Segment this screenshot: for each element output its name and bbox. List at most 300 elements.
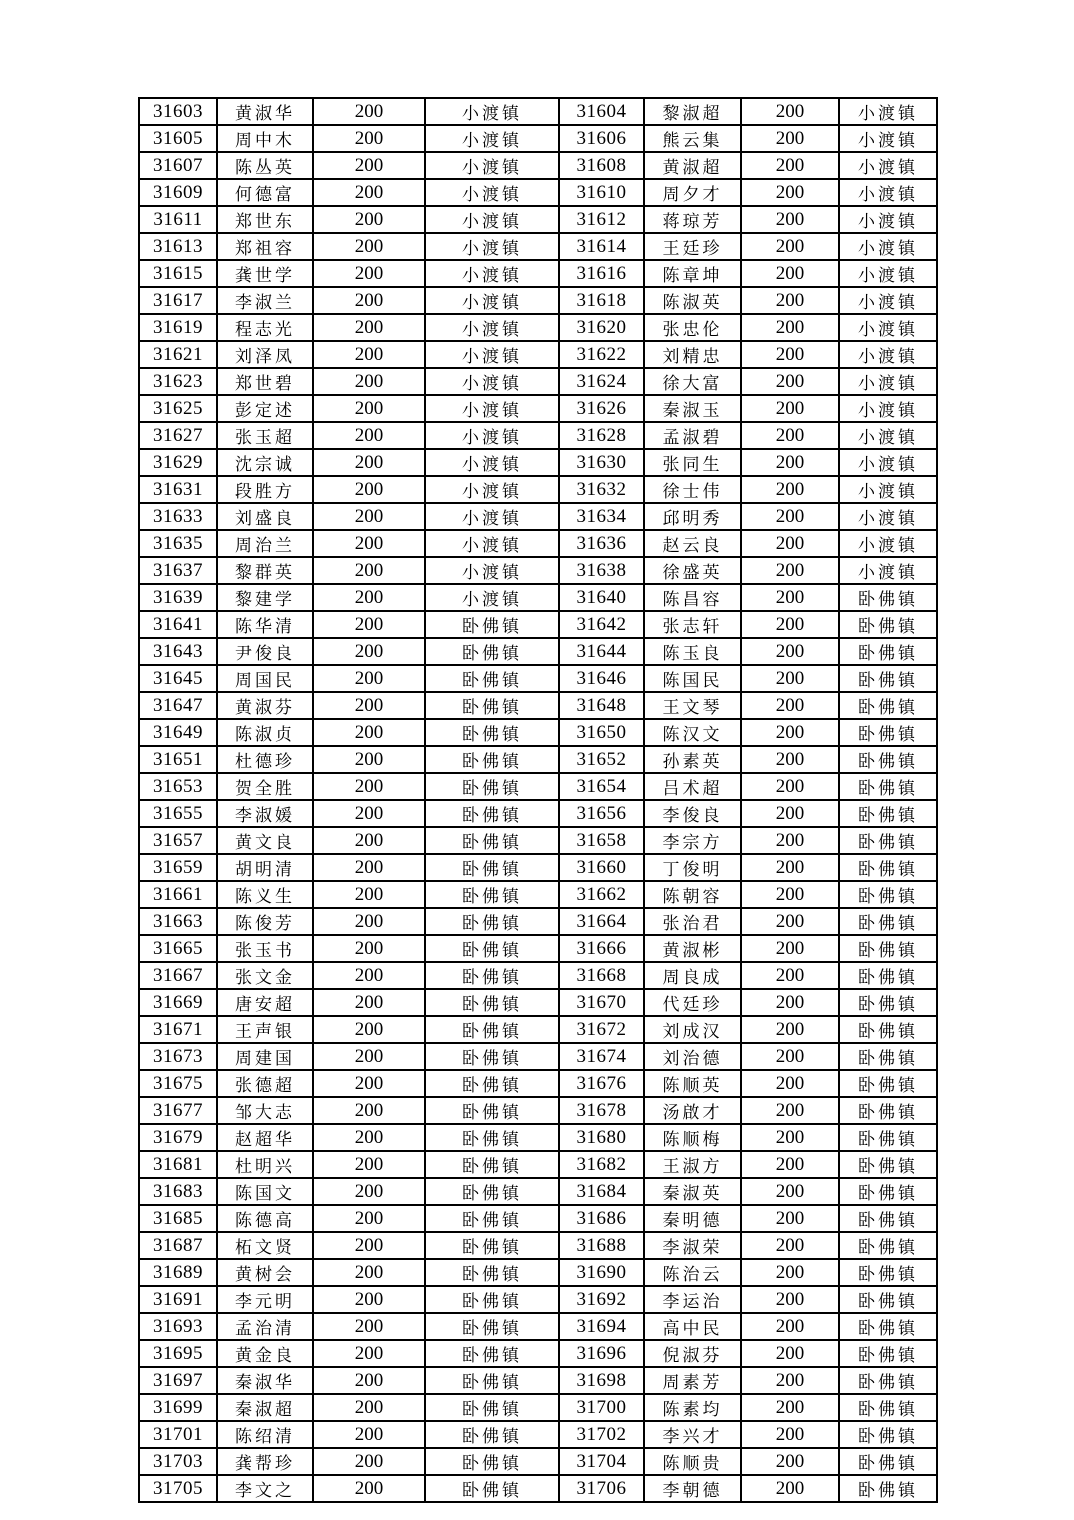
cell-amount: 200 (313, 1124, 425, 1151)
cell-id: 31645 (139, 665, 217, 692)
cell-name: 陈绍清 (217, 1421, 313, 1448)
table-row (139, 746, 937, 773)
cell-town: 卧佛镇 (839, 1259, 937, 1286)
table-row (139, 1151, 937, 1178)
cell-amount: 200 (313, 1205, 425, 1232)
cell-id: 31678 (559, 1097, 644, 1124)
cell-id: 31610 (559, 179, 644, 206)
cell-name: 刘治德 (644, 1043, 741, 1070)
cell-name: 高中民 (644, 1313, 741, 1340)
table-row (139, 962, 937, 989)
table-row (139, 827, 937, 854)
cell-id: 31687 (139, 1232, 217, 1259)
cell-town: 小渡镇 (839, 395, 937, 422)
cell-id: 31616 (559, 260, 644, 287)
cell-town: 卧佛镇 (425, 1016, 559, 1043)
table-row (139, 287, 937, 314)
cell-name: 秦明德 (644, 1205, 741, 1232)
cell-name: 杜德珍 (217, 746, 313, 773)
table-row (139, 1097, 937, 1124)
cell-id: 31676 (559, 1070, 644, 1097)
cell-town: 小渡镇 (425, 206, 559, 233)
cell-town: 小渡镇 (425, 557, 559, 584)
cell-name: 陈昌容 (644, 584, 741, 611)
cell-name: 刘成汉 (644, 1016, 741, 1043)
cell-name: 邱明秀 (644, 503, 741, 530)
cell-name: 王淑方 (644, 1151, 741, 1178)
cell-town: 小渡镇 (839, 206, 937, 233)
cell-id: 31702 (559, 1421, 644, 1448)
cell-id: 31669 (139, 989, 217, 1016)
cell-amount: 200 (313, 1259, 425, 1286)
cell-town: 卧佛镇 (839, 962, 937, 989)
cell-town: 小渡镇 (839, 98, 937, 125)
cell-name: 周夕才 (644, 179, 741, 206)
table-row (139, 1205, 937, 1232)
cell-amount: 200 (741, 1097, 839, 1124)
cell-amount: 200 (741, 1016, 839, 1043)
table-row (139, 800, 937, 827)
cell-id: 31609 (139, 179, 217, 206)
cell-amount: 200 (313, 1232, 425, 1259)
table-row (139, 206, 937, 233)
cell-id: 31622 (559, 341, 644, 368)
cell-amount: 200 (741, 1475, 839, 1502)
cell-amount: 200 (313, 476, 425, 503)
cell-id: 31649 (139, 719, 217, 746)
cell-id: 31650 (559, 719, 644, 746)
cell-id: 31606 (559, 125, 644, 152)
cell-id: 31629 (139, 449, 217, 476)
cell-town: 卧佛镇 (425, 1340, 559, 1367)
cell-amount: 200 (741, 935, 839, 962)
cell-name: 黄树会 (217, 1259, 313, 1286)
cell-name: 黎建学 (217, 584, 313, 611)
table-row (139, 935, 937, 962)
cell-id: 31671 (139, 1016, 217, 1043)
table-row (139, 395, 937, 422)
cell-town: 卧佛镇 (425, 1313, 559, 1340)
cell-amount: 200 (741, 611, 839, 638)
cell-id: 31667 (139, 962, 217, 989)
cell-id: 31630 (559, 449, 644, 476)
cell-id: 31642 (559, 611, 644, 638)
table-row (139, 530, 937, 557)
cell-id: 31647 (139, 692, 217, 719)
cell-name: 徐士伟 (644, 476, 741, 503)
cell-name: 秦淑玉 (644, 395, 741, 422)
cell-amount: 200 (313, 1448, 425, 1475)
cell-town: 卧佛镇 (839, 908, 937, 935)
cell-town: 小渡镇 (425, 422, 559, 449)
cell-town: 小渡镇 (839, 476, 937, 503)
cell-id: 31698 (559, 1367, 644, 1394)
cell-amount: 200 (741, 422, 839, 449)
table-row (139, 854, 937, 881)
cell-amount: 200 (313, 881, 425, 908)
cell-id: 31705 (139, 1475, 217, 1502)
cell-town: 小渡镇 (425, 233, 559, 260)
cell-town: 卧佛镇 (425, 1043, 559, 1070)
cell-town: 卧佛镇 (839, 665, 937, 692)
cell-id: 31655 (139, 800, 217, 827)
cell-id: 31689 (139, 1259, 217, 1286)
cell-amount: 200 (741, 908, 839, 935)
cell-id: 31628 (559, 422, 644, 449)
cell-town: 小渡镇 (839, 179, 937, 206)
cell-id: 31633 (139, 503, 217, 530)
cell-amount: 200 (741, 1340, 839, 1367)
cell-id: 31691 (139, 1286, 217, 1313)
cell-name: 黄淑超 (644, 152, 741, 179)
cell-id: 31706 (559, 1475, 644, 1502)
cell-name: 王声银 (217, 1016, 313, 1043)
cell-name: 李运治 (644, 1286, 741, 1313)
cell-town: 小渡镇 (839, 557, 937, 584)
table-row (139, 1124, 937, 1151)
cell-name: 徐盛英 (644, 557, 741, 584)
cell-amount: 200 (741, 98, 839, 125)
cell-name: 柘文贤 (217, 1232, 313, 1259)
cell-amount: 200 (313, 1394, 425, 1421)
cell-id: 31624 (559, 368, 644, 395)
cell-id: 31682 (559, 1151, 644, 1178)
cell-name: 张文金 (217, 962, 313, 989)
cell-id: 31653 (139, 773, 217, 800)
cell-town: 卧佛镇 (839, 1421, 937, 1448)
cell-name: 陈义生 (217, 881, 313, 908)
cell-id: 31679 (139, 1124, 217, 1151)
table-row (139, 98, 937, 125)
cell-name: 秦淑超 (217, 1394, 313, 1421)
cell-amount: 200 (741, 1259, 839, 1286)
cell-amount: 200 (741, 260, 839, 287)
table-row (139, 692, 937, 719)
cell-name: 陈国民 (644, 665, 741, 692)
table-row (139, 665, 937, 692)
cell-name: 孟治清 (217, 1313, 313, 1340)
table-row (139, 1421, 937, 1448)
cell-amount: 200 (741, 1124, 839, 1151)
cell-amount: 200 (313, 98, 425, 125)
cell-id: 31673 (139, 1043, 217, 1070)
cell-name: 陈汉文 (644, 719, 741, 746)
cell-town: 卧佛镇 (839, 1178, 937, 1205)
cell-id: 31627 (139, 422, 217, 449)
cell-id: 31692 (559, 1286, 644, 1313)
cell-id: 31677 (139, 1097, 217, 1124)
cell-amount: 200 (313, 179, 425, 206)
cell-town: 小渡镇 (839, 341, 937, 368)
cell-amount: 200 (741, 989, 839, 1016)
cell-town: 小渡镇 (839, 503, 937, 530)
cell-name: 郑祖容 (217, 233, 313, 260)
cell-name: 胡明清 (217, 854, 313, 881)
cell-id: 31607 (139, 152, 217, 179)
table-row (139, 611, 937, 638)
cell-name: 黄文良 (217, 827, 313, 854)
cell-id: 31623 (139, 368, 217, 395)
cell-id: 31670 (559, 989, 644, 1016)
cell-town: 卧佛镇 (425, 611, 559, 638)
cell-name: 李兴才 (644, 1421, 741, 1448)
cell-amount: 200 (313, 314, 425, 341)
cell-name: 周建国 (217, 1043, 313, 1070)
cell-amount: 200 (741, 881, 839, 908)
cell-town: 小渡镇 (425, 584, 559, 611)
cell-town: 卧佛镇 (425, 719, 559, 746)
cell-id: 31613 (139, 233, 217, 260)
cell-id: 31658 (559, 827, 644, 854)
cell-town: 卧佛镇 (839, 746, 937, 773)
cell-name: 李淑媛 (217, 800, 313, 827)
cell-amount: 200 (741, 800, 839, 827)
cell-town: 卧佛镇 (839, 692, 937, 719)
cell-amount: 200 (313, 638, 425, 665)
cell-id: 31703 (139, 1448, 217, 1475)
cell-amount: 200 (313, 719, 425, 746)
cell-amount: 200 (741, 1070, 839, 1097)
cell-id: 31665 (139, 935, 217, 962)
table-row (139, 1475, 937, 1502)
cell-town: 卧佛镇 (425, 665, 559, 692)
cell-name: 贺全胜 (217, 773, 313, 800)
cell-amount: 200 (741, 1421, 839, 1448)
cell-town: 卧佛镇 (839, 854, 937, 881)
cell-town: 小渡镇 (839, 260, 937, 287)
cell-id: 31672 (559, 1016, 644, 1043)
cell-id: 31666 (559, 935, 644, 962)
cell-name: 陈丛英 (217, 152, 313, 179)
cell-amount: 200 (313, 1340, 425, 1367)
cell-name: 龚世学 (217, 260, 313, 287)
cell-id: 31631 (139, 476, 217, 503)
cell-amount: 200 (313, 1043, 425, 1070)
table-row (139, 1232, 937, 1259)
cell-amount: 200 (313, 341, 425, 368)
cell-amount: 200 (741, 584, 839, 611)
cell-id: 31626 (559, 395, 644, 422)
cell-amount: 200 (313, 206, 425, 233)
cell-id: 31614 (559, 233, 644, 260)
cell-name: 郑世东 (217, 206, 313, 233)
cell-town: 卧佛镇 (839, 1367, 937, 1394)
cell-amount: 200 (741, 179, 839, 206)
cell-name: 黄金良 (217, 1340, 313, 1367)
cell-amount: 200 (313, 260, 425, 287)
table-row (139, 260, 937, 287)
cell-town: 小渡镇 (839, 152, 937, 179)
cell-id: 31608 (559, 152, 644, 179)
cell-amount: 200 (741, 1232, 839, 1259)
cell-amount: 200 (313, 611, 425, 638)
cell-name: 丁俊明 (644, 854, 741, 881)
cell-name: 尹俊良 (217, 638, 313, 665)
cell-town: 卧佛镇 (839, 1286, 937, 1313)
table-row (139, 422, 937, 449)
cell-town: 小渡镇 (425, 530, 559, 557)
cell-id: 31634 (559, 503, 644, 530)
cell-amount: 200 (313, 449, 425, 476)
cell-amount: 200 (313, 125, 425, 152)
cell-amount: 200 (741, 503, 839, 530)
cell-id: 31663 (139, 908, 217, 935)
cell-id: 31646 (559, 665, 644, 692)
cell-id: 31700 (559, 1394, 644, 1421)
cell-name: 陈章坤 (644, 260, 741, 287)
cell-name: 黎群英 (217, 557, 313, 584)
cell-id: 31686 (559, 1205, 644, 1232)
cell-amount: 200 (313, 746, 425, 773)
cell-town: 卧佛镇 (425, 1178, 559, 1205)
table-row (139, 1070, 937, 1097)
table-row (139, 233, 937, 260)
cell-amount: 200 (741, 206, 839, 233)
table-row (139, 881, 937, 908)
cell-amount: 200 (313, 557, 425, 584)
roster-table-container (138, 97, 938, 1503)
cell-amount: 200 (741, 638, 839, 665)
cell-name: 杜明兴 (217, 1151, 313, 1178)
table-row (139, 503, 937, 530)
cell-town: 卧佛镇 (839, 1097, 937, 1124)
cell-amount: 200 (313, 1286, 425, 1313)
cell-amount: 200 (741, 962, 839, 989)
cell-town: 卧佛镇 (839, 935, 937, 962)
cell-amount: 200 (313, 152, 425, 179)
cell-amount: 200 (741, 287, 839, 314)
cell-id: 31638 (559, 557, 644, 584)
cell-town: 卧佛镇 (425, 746, 559, 773)
cell-amount: 200 (741, 827, 839, 854)
cell-name: 邹大志 (217, 1097, 313, 1124)
cell-town: 卧佛镇 (425, 935, 559, 962)
cell-town: 卧佛镇 (425, 1205, 559, 1232)
cell-id: 31681 (139, 1151, 217, 1178)
cell-town: 小渡镇 (425, 152, 559, 179)
cell-id: 31611 (139, 206, 217, 233)
cell-amount: 200 (741, 233, 839, 260)
cell-id: 31695 (139, 1340, 217, 1367)
table-row (139, 1394, 937, 1421)
cell-town: 小渡镇 (839, 368, 937, 395)
cell-town: 卧佛镇 (839, 1124, 937, 1151)
cell-id: 31615 (139, 260, 217, 287)
cell-town: 卧佛镇 (425, 1259, 559, 1286)
cell-town: 卧佛镇 (839, 1448, 937, 1475)
cell-amount: 200 (741, 746, 839, 773)
cell-town: 卧佛镇 (425, 881, 559, 908)
cell-name: 刘泽凤 (217, 341, 313, 368)
cell-amount: 200 (741, 665, 839, 692)
cell-town: 卧佛镇 (425, 1151, 559, 1178)
cell-town: 卧佛镇 (839, 584, 937, 611)
cell-town: 小渡镇 (839, 233, 937, 260)
table-row (139, 314, 937, 341)
cell-id: 31641 (139, 611, 217, 638)
cell-name: 周良成 (644, 962, 741, 989)
cell-name: 张忠伦 (644, 314, 741, 341)
cell-town: 小渡镇 (425, 503, 559, 530)
table-row (139, 1367, 937, 1394)
roster-table (138, 97, 938, 1503)
cell-id: 31659 (139, 854, 217, 881)
cell-amount: 200 (741, 530, 839, 557)
table-row (139, 719, 937, 746)
cell-amount: 200 (313, 908, 425, 935)
cell-name: 陈国文 (217, 1178, 313, 1205)
cell-town: 卧佛镇 (839, 827, 937, 854)
cell-town: 卧佛镇 (839, 1043, 937, 1070)
cell-town: 小渡镇 (425, 287, 559, 314)
cell-town: 卧佛镇 (425, 638, 559, 665)
cell-amount: 200 (741, 1151, 839, 1178)
cell-id: 31648 (559, 692, 644, 719)
cell-id: 31605 (139, 125, 217, 152)
cell-name: 程志光 (217, 314, 313, 341)
cell-name: 李宗方 (644, 827, 741, 854)
cell-name: 周国民 (217, 665, 313, 692)
table-row (139, 125, 937, 152)
cell-amount: 200 (741, 125, 839, 152)
cell-town: 卧佛镇 (425, 1124, 559, 1151)
cell-amount: 200 (741, 557, 839, 584)
cell-amount: 200 (313, 287, 425, 314)
cell-amount: 200 (741, 1313, 839, 1340)
cell-amount: 200 (741, 1205, 839, 1232)
cell-town: 卧佛镇 (425, 1394, 559, 1421)
cell-town: 卧佛镇 (425, 827, 559, 854)
cell-town: 卧佛镇 (839, 1016, 937, 1043)
cell-town: 小渡镇 (425, 449, 559, 476)
cell-town: 卧佛镇 (425, 1367, 559, 1394)
cell-town: 小渡镇 (839, 125, 937, 152)
cell-name: 代廷珍 (644, 989, 741, 1016)
cell-name: 赵超华 (217, 1124, 313, 1151)
cell-amount: 200 (741, 152, 839, 179)
cell-id: 31661 (139, 881, 217, 908)
cell-amount: 200 (313, 584, 425, 611)
cell-amount: 200 (313, 530, 425, 557)
table-row (139, 584, 937, 611)
cell-amount: 200 (313, 1475, 425, 1502)
cell-town: 卧佛镇 (839, 1232, 937, 1259)
cell-id: 31651 (139, 746, 217, 773)
cell-name: 王廷珍 (644, 233, 741, 260)
cell-id: 31636 (559, 530, 644, 557)
cell-amount: 200 (313, 1070, 425, 1097)
cell-name: 唐安超 (217, 989, 313, 1016)
cell-amount: 200 (313, 368, 425, 395)
cell-name: 吕术超 (644, 773, 741, 800)
cell-amount: 200 (741, 368, 839, 395)
cell-id: 31656 (559, 800, 644, 827)
cell-amount: 200 (741, 1448, 839, 1475)
cell-name: 沈宗诚 (217, 449, 313, 476)
cell-id: 31683 (139, 1178, 217, 1205)
cell-town: 小渡镇 (425, 260, 559, 287)
cell-id: 31652 (559, 746, 644, 773)
cell-id: 31619 (139, 314, 217, 341)
table-row (139, 1178, 937, 1205)
table-row (139, 476, 937, 503)
cell-town: 小渡镇 (425, 476, 559, 503)
cell-amount: 200 (741, 773, 839, 800)
roster-table-body (139, 98, 937, 1502)
cell-town: 小渡镇 (839, 449, 937, 476)
cell-name: 李文之 (217, 1475, 313, 1502)
cell-id: 31694 (559, 1313, 644, 1340)
